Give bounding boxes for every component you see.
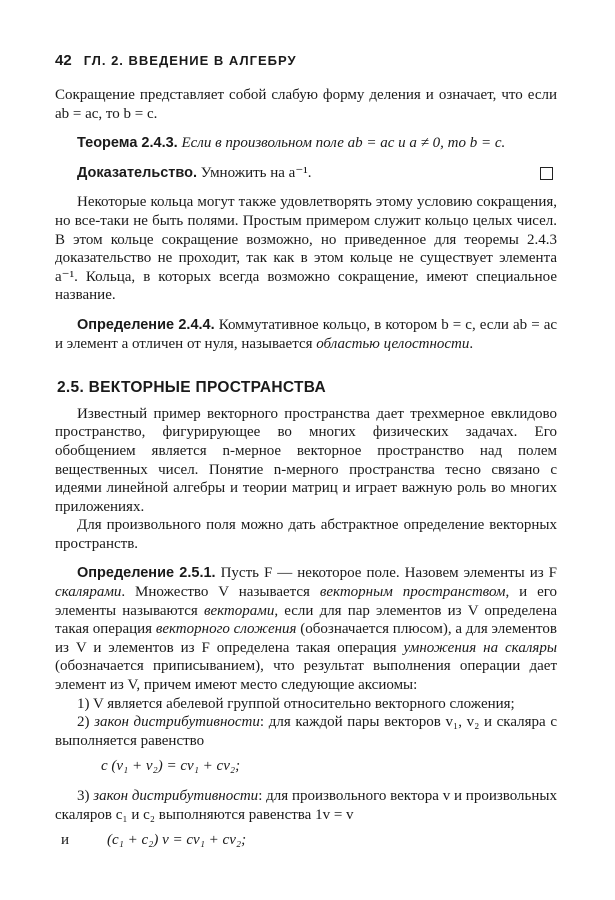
axiom-3: 3) закон дистрибутивности: для произвольного вектора v и произвольных скаляров c₁ и c₂ выполняются равенства 1v = v bbox=[55, 788, 557, 823]
definition-2-5-1: Определение 2.5.1. Пусть F — некоторое поле. Назовем элементы из F скалярами. Множество V называется векторным пространством, и его элементы называются векторами, если для пар элементов из V определена такая операция векторного сложения (обозначается плюсом), а для элементов из V и элементов из F определена такая операция умножения на скаляры (обозначается приписыванием), что результат выполнения операции дает элемент из V, причем имеют место следующие аксиомы: bbox=[55, 565, 558, 694]
definition-label: Определение 2.5.1. bbox=[77, 565, 216, 582]
theorem-label: Теорема 2.4.3. bbox=[77, 135, 178, 152]
paragraph-vector-intro: Известный пример векторного пространства дает трехмерное евклидово пространство, фигурирующее во многих физических задачах. Его обобщением является n-мерное векторное пространство над полем вещественных чисел. Понятие n-мерного пространства тесно связано с идеями линейной алгебры и теории матриц и играет важную роль во многих приложениях. bbox=[55, 405, 557, 515]
theorem-text: Если в произвольном поле ab = ac и a ≠ 0, то b = c. bbox=[181, 135, 506, 152]
qed-square-icon bbox=[540, 167, 553, 180]
section-title: 2.5. ВЕКТОРНЫЕ ПРОСТРАНСТВА bbox=[57, 379, 326, 397]
formula-distributive-1: c (v₁ + v₂) = cv₁ + cv₂; bbox=[101, 758, 241, 775]
proof-text: Умножить на a⁻¹. bbox=[200, 164, 312, 181]
axiom-2: 2) закон дистрибутивности: для каждой пары векторов v₁, v₂ и скаляра c выполняется равенство bbox=[55, 714, 557, 749]
running-header bbox=[55, 52, 297, 69]
theorem-2-4-3 bbox=[55, 134, 557, 153]
paragraph-rings: Некоторые кольца могут также удовлетворять этому условию сокращения, но все-таки не быть полями. Простым примером служит кольцо целых чисел. В этом кольце сокращение возможно, но приведенное для теоремы 2.4.3 доказательство не проходит, так как в этом кольце не существует элемента a⁻¹. Кольца, в которых всегда возможно сокращение, имеют специальное название. bbox=[55, 194, 557, 304]
formula-distributive-2: и (c₁ + c₂) v = cv₁ + cv₂; bbox=[61, 832, 247, 849]
definition-label: Определение 2.4.4. bbox=[77, 316, 215, 333]
paragraph-abstract-def: Для произвольного поля можно дать абстрактное определение векторных пространств. bbox=[55, 517, 557, 552]
paragraph-cancellation: Сокращение представляет собой слабую форму деления и означает, что если ab = ac, то b = c. bbox=[55, 87, 557, 122]
proof bbox=[55, 164, 557, 183]
axiom-1: 1) V является абелевой группой относительно векторного сложения; bbox=[77, 695, 515, 712]
page-number: 42 bbox=[55, 52, 72, 69]
running-title: ГЛ. 2. ВВЕДЕНИЕ В АЛГЕБРУ bbox=[83, 53, 297, 68]
definition-2-4-4: Определение 2.4.4. Коммутативное кольцо, в котором b = c, если ab = ac и элемент a отличен от нуля, называется областью целостности. bbox=[55, 316, 558, 352]
term-integral-domain: областью целостности bbox=[316, 335, 470, 352]
proof-label: Доказательство. bbox=[77, 164, 198, 181]
main-text bbox=[55, 86, 557, 850]
